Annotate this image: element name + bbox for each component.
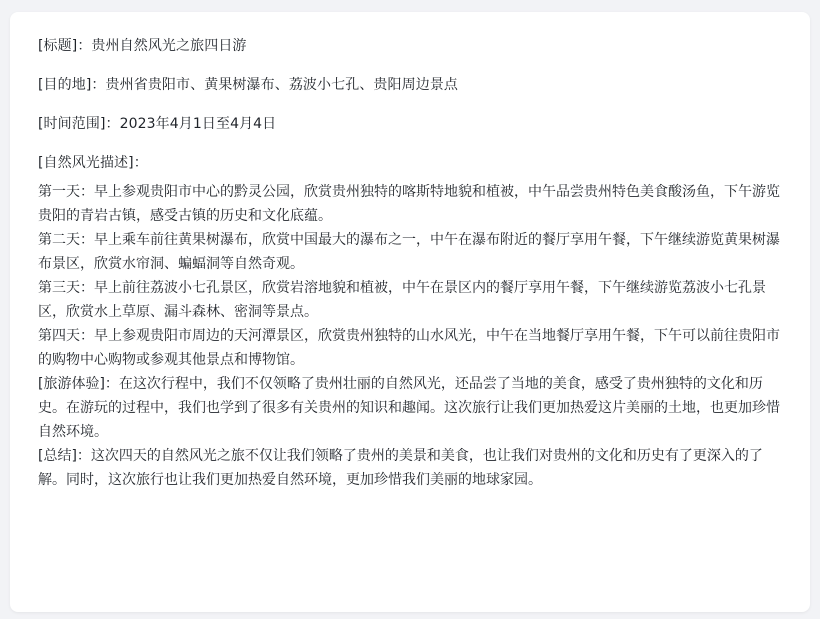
nature-description-label: [自然风光描述]： xyxy=(38,155,148,171)
title-line: [标题]：贵州自然风光之旅四日游 xyxy=(38,38,247,54)
destination-line: [目的地]：贵州省贵阳市、黄果树瀑布、荔波小七孔、贵阳周边景点 xyxy=(38,77,459,93)
day-3-paragraph: 第三天：早上前往荔波小七孔景区，欣赏岩溶地貌和植被，中午在景区内的餐厅享用午餐，下午继续游览荔波小七孔景区，欣赏水上草原、漏斗森林、密洞等景点。 xyxy=(38,280,766,320)
day-4-paragraph: 第四天：早上参观贵阳市周边的天河潭景区，欣赏贵州独特的山水风光，中午在当地餐厅享用午餐，下午可以前往贵阳市的购物中心购物或参观其他景点和博物馆。 xyxy=(38,328,780,368)
day-1-paragraph: 第一天：早上参观贵阳市中心的黔灵公园，欣赏贵州独特的喀斯特地貌和植被，中午品尝贵州特色美食酸汤鱼，下午游览贵阳的青岩古镇，感受古镇的历史和文化底蕴。 xyxy=(38,184,780,224)
time-range-line: [时间范围]：2023年4月1日至4月4日 xyxy=(38,116,277,132)
document-card xyxy=(10,12,810,612)
summary-paragraph: [总结]：这次四天的自然风光之旅不仅让我们领略了贵州的美景和美食，也让我们对贵州的文化和历史有了更深入的了解。同时，这次旅行也让我们更加热爱自然环境，更加珍惜我们美丽的地球家园。 xyxy=(38,448,763,488)
experience-paragraph: [旅游体验]：在这次行程中，我们不仅领略了贵州壮丽的自然风光，还品尝了当地的美食，感受了贵州独特的文化和历史。在游玩的过程中，我们也学到了很多有关贵州的知识和趣闻。这次旅行让我们更加热爱这片美丽的土地，也更加珍惜自然环境。 xyxy=(38,376,780,440)
day-2-paragraph: 第二天：早上乘车前往黄果树瀑布，欣赏中国最大的瀑布之一，中午在瀑布附近的餐厅享用午餐，下午继续游览黄果树瀑布景区，欣赏水帘洞、蝙蝠洞等自然奇观。 xyxy=(38,232,780,272)
